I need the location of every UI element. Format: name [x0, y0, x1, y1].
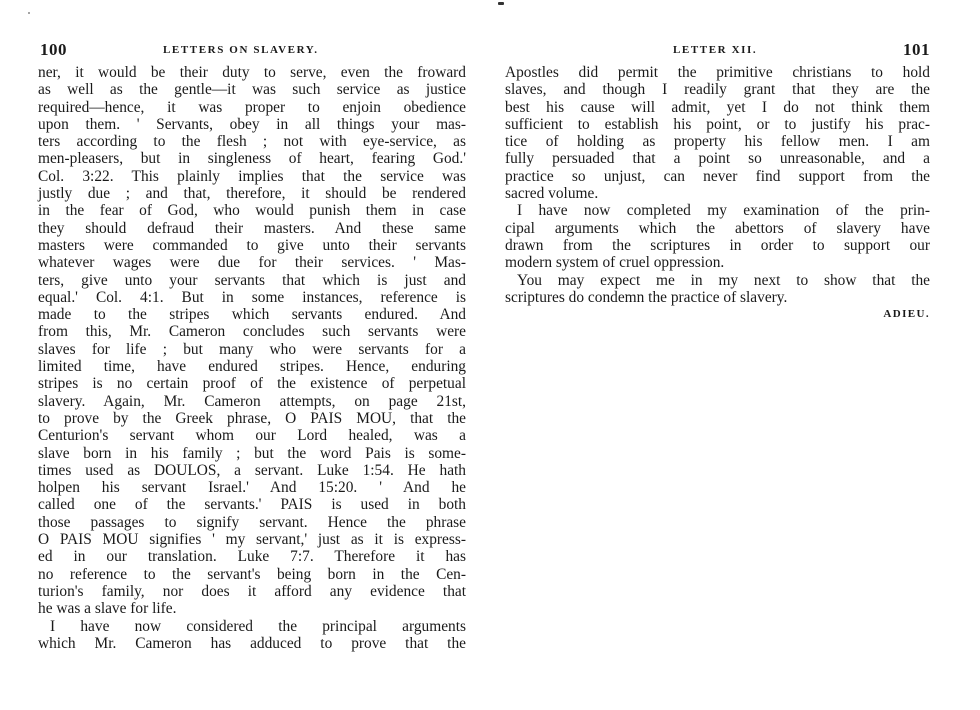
text-line: You may expect me in my next to show that the [517, 271, 930, 289]
text-line: equal.' Col. 4:1. But in some instances, reference is [38, 288, 466, 306]
top-speck-mark [498, 2, 504, 5]
text-line: men-pleasers, but in singleness of heart, fearing God.' [38, 150, 466, 168]
text-line: ner, it would be their duty to serve, even the froward [38, 64, 466, 81]
text-line: slaves, and though I readily grant that they are the [505, 81, 930, 99]
text-line: he was a slave for life. [38, 600, 177, 618]
text-line: stripes is no certain proof of the existence of perpetual [38, 375, 466, 393]
left-running-head: LETTERS ON SLAVERY. [163, 44, 319, 56]
text-line: slavery. Again, Mr. Cameron attempts, on page 21st, [38, 392, 466, 410]
text-line: justly due ; and that, therefore, it should be rendered [38, 185, 466, 203]
text-line: masters were commanded to give unto their servants [38, 236, 466, 254]
text-line: upon them. ' Servants, obey in all things your mas- [38, 115, 466, 133]
text-line: as well as the gentle—it was such service as justice [38, 81, 466, 99]
left-page-body [38, 64, 466, 652]
text-line: from this, Mr. Cameron concludes such servants were [38, 323, 466, 341]
text-line: made to the stripes which servants endured. And [38, 306, 466, 324]
text-line: to prove by the Greek phrase, O PAIS MOU, that the [38, 409, 466, 427]
text-line: Centurion's servant whom our Lord healed, was a [38, 427, 466, 445]
text-line: sacred volume. [505, 185, 599, 203]
text-line: turion's family, nor does it afford any evidence that [38, 582, 466, 600]
right-running-head: LETTER XII. [673, 44, 758, 56]
text-line: practice so unjust, can never find support from the [505, 167, 930, 185]
text-line: limited time, have endured stripes. Hence, enduring [38, 358, 466, 376]
text-line: times used as DOULOS, a servant. Luke 1:54. He hath [38, 461, 466, 479]
text-line: O PAIS MOU signifies ' my servant,' just as it is express- [38, 531, 466, 549]
text-line: holpen his servant Israel.' And 15:20. ' And he [38, 479, 466, 497]
text-line: I have now completed my examination of the prin- [517, 202, 930, 220]
left-page-number: 100 [40, 40, 67, 59]
text-line: which Mr. Cameron has adduced to prove that the [38, 634, 466, 652]
left-page [38, 40, 466, 652]
text-line: whatever wages were due for their services. ' Mas- [38, 254, 466, 272]
closing-valediction: ADIEU. [883, 308, 930, 321]
right-page [505, 40, 930, 323]
text-line: slave born in his family ; but the word Pais is some- [38, 444, 466, 462]
text-line: I have now considered the principal arguments [50, 617, 466, 635]
text-line: Col. 3:22. This plainly implies that the service was [38, 167, 466, 185]
text-line: required—hence, it was proper to enjoin obedience [38, 98, 466, 116]
text-line: tice of holding as property his fellow men. I am [505, 133, 930, 151]
text-line: in the fear of God, who would punish them in case [38, 202, 466, 220]
left-page-header [38, 40, 466, 64]
right-page-header [505, 40, 930, 64]
text-line: cipal arguments which the abettors of slavery have [505, 219, 930, 237]
text-line: drawn from the scriptures in order to support our [505, 236, 930, 254]
text-line: ed in our translation. Luke 7:7. Therefore it has [38, 548, 466, 566]
text-line: modern system of cruel oppression. [505, 254, 725, 272]
text-line: scriptures do condemn the practice of slavery. [505, 288, 788, 306]
text-line: called one of the servants.' PAIS is used in both [38, 496, 466, 514]
text-line: ters according to the flesh ; not with eye-service, as [38, 133, 466, 151]
text-line: they should defraud their masters. And these same [38, 219, 466, 237]
text-line: no reference to the servant's being born in the Cen- [38, 565, 466, 583]
text-line: fully persuaded that a point so unreasonable, and a [505, 150, 930, 168]
text-line: those passages to signify servant. Hence the phrase [38, 513, 466, 531]
text-line: slaves for life ; but many who were servants for a [38, 340, 466, 358]
text-line: sufficient to establish his point, or to justify his prac- [505, 115, 930, 133]
text-line: Apostles did permit the primitive christians to hold [505, 64, 930, 81]
text-line: best his cause will admit, yet I do not think them [505, 98, 930, 116]
right-page-number: 101 [903, 40, 930, 59]
text-line: ters, give unto your servants that which is just and [38, 271, 466, 289]
right-page-body [505, 64, 930, 323]
speck-mark [28, 12, 30, 14]
